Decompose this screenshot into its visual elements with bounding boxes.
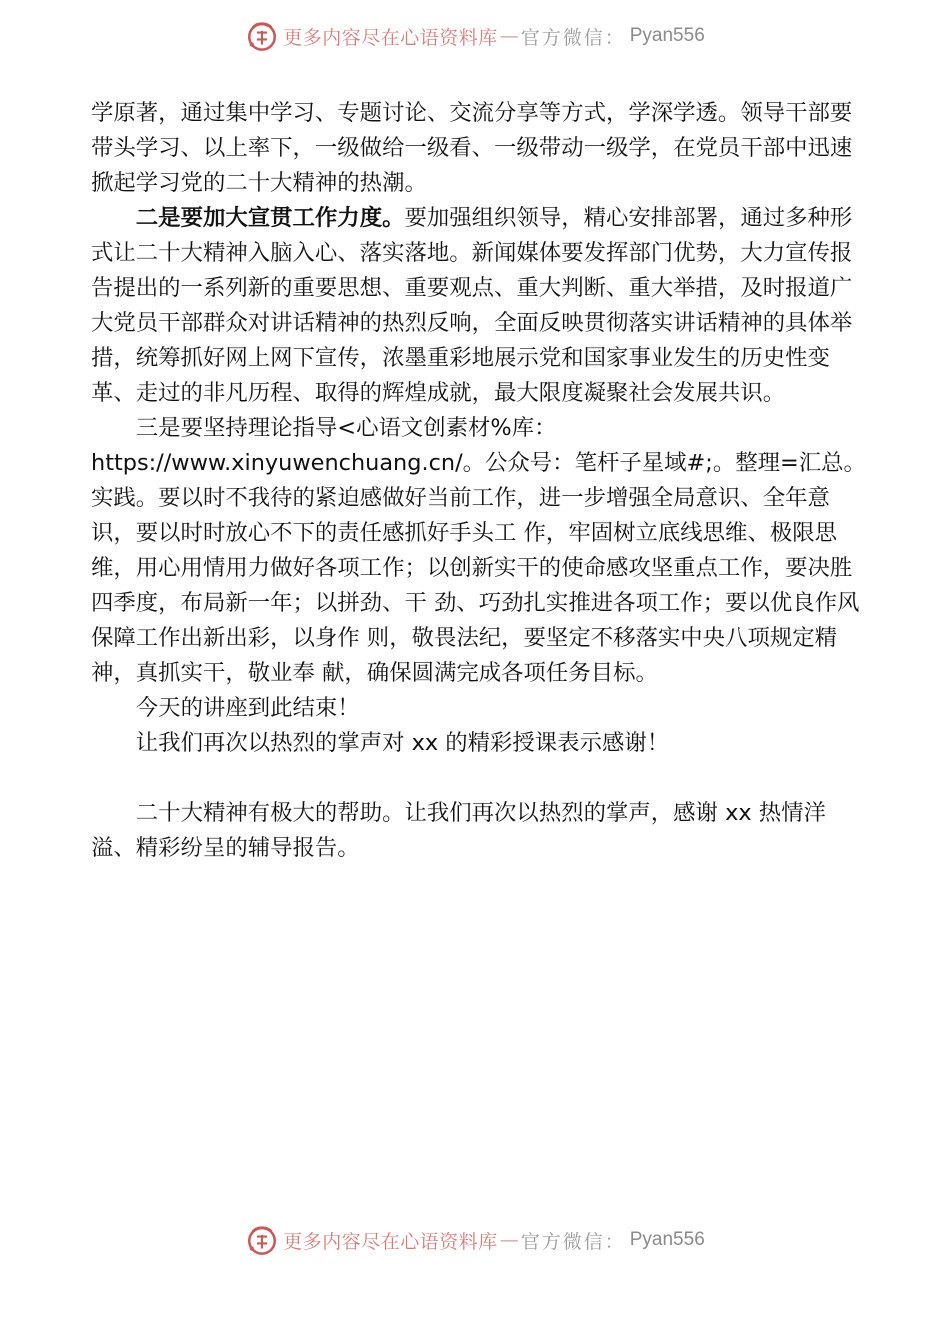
brand-logo-icon: [245, 1223, 279, 1257]
banner-separator: —: [499, 1229, 519, 1251]
paragraph-1: 学原著，通过集中学习、专题讨论、交流分享等方式，学深学透。领导干部要带头学习、以上率下，一级做给一级看、一级带动一级学，在党员干部中迅速掀起学习党的二十大精神的热潮。: [91, 100, 853, 196]
brand-logo-icon: [245, 19, 279, 53]
site-name: 更多内容尽在心语资料库: [283, 1230, 498, 1253]
paragraph-3: 三是要坚持理论指导<心语文创素材%库：https://www.xinyuwenchuang.cn/。公众号：笔杆子星域#;。整理=汇总。实践。要以时不我待的紧迫感做好当前工作，进一步增强全局意识、全年意识，要以时时放心不下的责任感抓好手头工 作，牢固树立底线思维、极限思维，用心用情用力做好各项工作；以创新实干的使命感攻坚重点工作，要决胜四季度，布局新一年；以拼劲、干 劲、巧劲扎实推进各项工作；要以优良作风保障工作出新出彩，以身作 则，敬畏法纪，要坚定不移落实中央八项规定精神，真抓实干，敬业奉 献，确保圆满完成各项任务目标。: [91, 415, 866, 686]
header-watermark: [0, 16, 950, 56]
document-body: [91, 96, 867, 866]
wechat-label: 官方微信：: [520, 26, 626, 49]
wechat-id: Pyan556: [629, 1229, 705, 1250]
wechat-id: Pyan556: [629, 25, 705, 46]
paragraph-5: 让我们再次以热烈的掌声对 xx 的精彩授课表示感谢！: [135, 730, 670, 756]
paragraph-2: [91, 201, 867, 411]
site-name: 更多内容尽在心语资料库: [283, 26, 498, 49]
wechat-label: 官方微信：: [520, 1230, 626, 1253]
banner-separator: —: [499, 25, 519, 47]
blank-line: [91, 761, 867, 796]
footer-watermark: [0, 1220, 950, 1260]
paragraph-6: 二十大精神有极大的帮助。让我们再次以热烈的掌声，感谢 xx 热情洋溢、精彩纷呈的辅导报告。: [91, 800, 826, 861]
paragraph-2-text: 要加强组织领导，精心安排部署，通过多种形式让二十大精神入脑入心、落实落地。新闻媒体要发挥部门优势，大力宣传报告提出的一系列新的重要思想、重要观点、重大判断、重大举措，及时报道广大党员干部群众对讲话精神的热烈反响，全面反映贯彻落实讲话精神的具体举措，统筹抓好网上网下宣传，浓墨重彩地展示党和国家事业发生的历史性变革、走过的非凡历程、取得的辉煌成就，最大限度凝聚社会发展共识。: [91, 205, 853, 406]
paragraph-4: 今天的讲座到此结束！: [135, 695, 360, 721]
paragraph-2-heading: 二是要加大宣贯工作力度。: [135, 205, 405, 231]
